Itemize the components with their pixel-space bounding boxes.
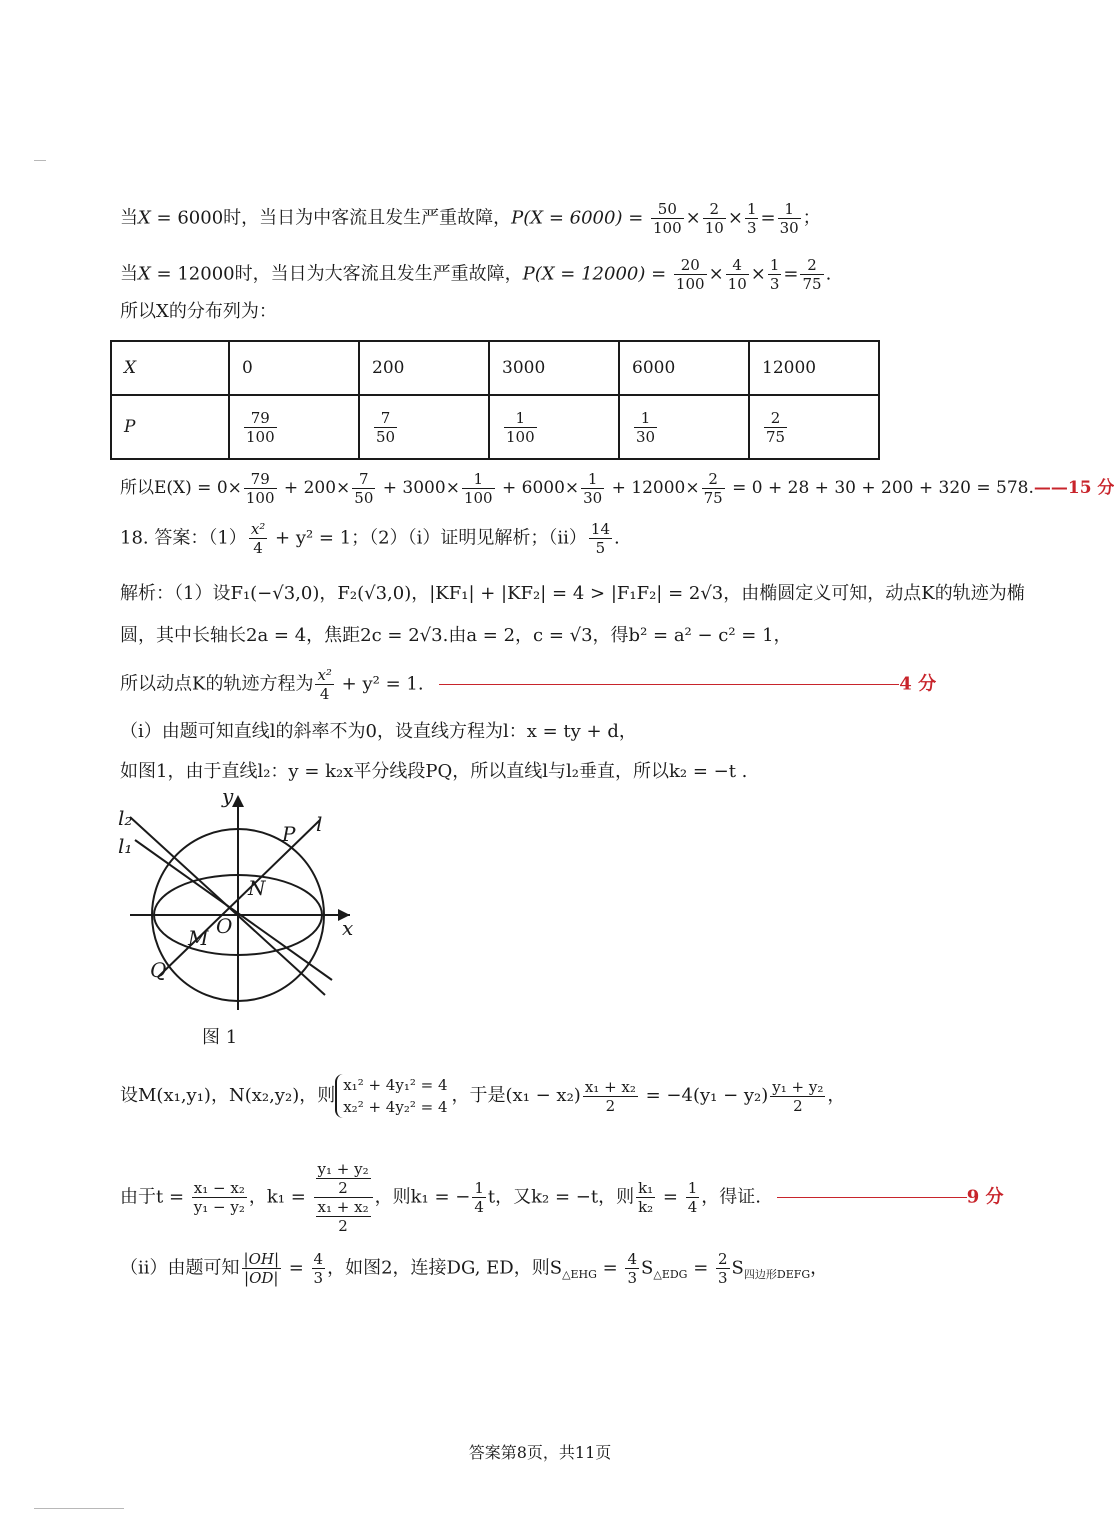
trajectory-line: 所以动点K的轨迹方程为 $\frac{\text{x²}}{4}$ + y² = 1. 4 分 xyxy=(120,666,937,703)
distribution-table xyxy=(110,340,880,460)
scan-mark xyxy=(34,1508,124,1509)
table-cell: 3000 xyxy=(489,341,619,395)
score-dash xyxy=(777,1197,967,1198)
score-marker: 4 分 xyxy=(899,673,937,695)
fraction: $\frac{1}{3}$ xyxy=(769,256,780,293)
fraction: $\frac{50}{100}$ xyxy=(653,200,682,237)
label-N: N xyxy=(248,876,266,900)
table-cell: $\frac{7}{50}$ xyxy=(359,395,489,459)
figure-1 xyxy=(110,785,370,1020)
fraction: $\frac{20}{100}$ xyxy=(675,256,705,293)
label-Q: Q xyxy=(150,958,167,982)
figure-caption: 图 1 xyxy=(202,1027,238,1048)
part-i-line-2: 如图1，由于直线l₂：y = k₂x平分线段PQ，所以直线l与l₂垂直，所以k₂ = −t . xyxy=(120,761,748,782)
fraction: $\frac{1}{3}$ xyxy=(746,200,757,237)
table-cell: 200 xyxy=(359,341,489,395)
label-P: P xyxy=(282,822,296,846)
y-axis-arrow xyxy=(232,795,244,807)
label-l1: l₁ xyxy=(118,834,133,858)
midpoint-system-line: 设M(x₁,y₁)，N(x₂,y₂)，则 x₁² + 4y₁² = 4 x₂² + 4y₂² = 4 ，于是(x₁ − x₂) $\frac{\text{x₁ + x₂}}{2}$ = −4(y₁ − y₂) $\frac{\text{y₁ + y₂}}{2}$ ， xyxy=(120,1076,846,1116)
table-header-p: P xyxy=(111,395,229,459)
label-l2: l₂ xyxy=(118,806,133,830)
part-i-line-1: （i）由题可知直线l的斜率不为0，设直线方程为l：x = ty + d， xyxy=(120,721,637,742)
fraction: $\frac{2}{10}$ xyxy=(704,200,724,237)
score-marker: ——15 分 xyxy=(1033,478,1114,498)
line-x6000: 当X = 6000时，当日为中客流且发生严重故障，P(X = 6000) = $\frac{50}{100}$ × $\frac{2}{10}$ × $\frac{1}{3}$ = $\frac{1}{30}$ ； xyxy=(120,200,821,237)
expectation-line: 所以E(X) = 0× $\frac{79}{100}$ + 200× $\frac{7}{50}$ + 3000× $\frac{1}{100}$ + 6000× $\frac{1}{30}$ + 12000× $\frac{2}{75}$ = 0 + 28 + 30 + 200 + 320 = 578.——15 分 xyxy=(120,470,1114,507)
analysis-line-1: 解析：（1）设F₁(−√3,0)，F₂(√3,0)，|KF₁| + |KF₂| = 4 > |F₁F₂| = 2√3，由椭圆定义可知，动点K的轨迹为椭 xyxy=(120,583,1025,604)
part-ii-line: （ii）由题可知 $\frac{|OH|}{|OD|}$ = $\frac{4}{3}$ ，如图2，连接DG, ED，则$S_{\triangle EHG}$ = $\frac{4}{3}$ $S_{\triangle EDG}$ = $\frac{2}{3}$ $S_{四边形DEFG}$， xyxy=(120,1250,829,1287)
label-M: M xyxy=(188,926,209,950)
slope-proof-line: 由于t = $\frac{\text{x₁ − x₂}}{\text{y₁ − y₂}}$ ，k₁ = $\frac{\frac{\text{y₁ + y₂}}{2}}{\frac{\text{x₁ + x₂}}{2}}$ ，则k₁ = − $\frac{1}{4}$ t，又k₂ = −t，则 $\frac{\text{k₁}}{\text{k₂}}$ = $\frac{1}{4}$ ，得证. 9 分 xyxy=(120,1160,1004,1235)
page-footer: 答案第8页，共11页 xyxy=(468,1443,612,1462)
table-row xyxy=(111,395,879,459)
label-O: O xyxy=(216,914,233,938)
fraction: $\frac{4}{10}$ xyxy=(727,256,747,293)
table-cell: 12000 xyxy=(749,341,879,395)
equation-system: x₁² + 4y₁² = 4 x₂² + 4y₂² = 4 xyxy=(335,1074,451,1118)
fraction: $\frac{1}{30}$ xyxy=(779,200,799,237)
table-cell: 6000 xyxy=(619,341,749,395)
answer-18: 18. 答案：（1） $\frac{\text{x²}}{4}$ + y² = 1；（2）（i）证明见解析；（ii） $\frac{14}{5}$ . xyxy=(120,520,620,557)
label-y: y xyxy=(222,784,234,808)
label-x: x xyxy=(342,916,354,940)
label-l: l xyxy=(316,812,323,836)
score-dash xyxy=(439,684,899,685)
table-row xyxy=(111,341,879,395)
table-cell: $\frac{2}{75}$ xyxy=(749,395,879,459)
fraction: $\frac{2}{75}$ xyxy=(802,256,822,293)
table-header-x: X xyxy=(111,341,229,395)
line-x12000: 当X = 12000时，当日为大客流且发生严重故障，P(X = 12000) = $\frac{20}{100}$ × $\frac{4}{10}$ × $\frac{1}{3}$ = $\frac{2}{75}$ . xyxy=(120,256,832,293)
table-cell: $\frac{79}{100}$ xyxy=(229,395,359,459)
scan-mark xyxy=(34,160,46,161)
analysis-line-2: 圆，其中长轴长2a = 4，焦距2c = 2√3.由a = 2，c = √3，得b² = a² − c² = 1， xyxy=(120,625,792,646)
table-cell: $\frac{1}{100}$ xyxy=(489,395,619,459)
table-cell: 0 xyxy=(229,341,359,395)
score-marker: 9 分 xyxy=(966,1186,1004,1208)
distribution-intro: 所以X的分布列为： xyxy=(120,301,277,322)
table-cell: $\frac{1}{30}$ xyxy=(619,395,749,459)
